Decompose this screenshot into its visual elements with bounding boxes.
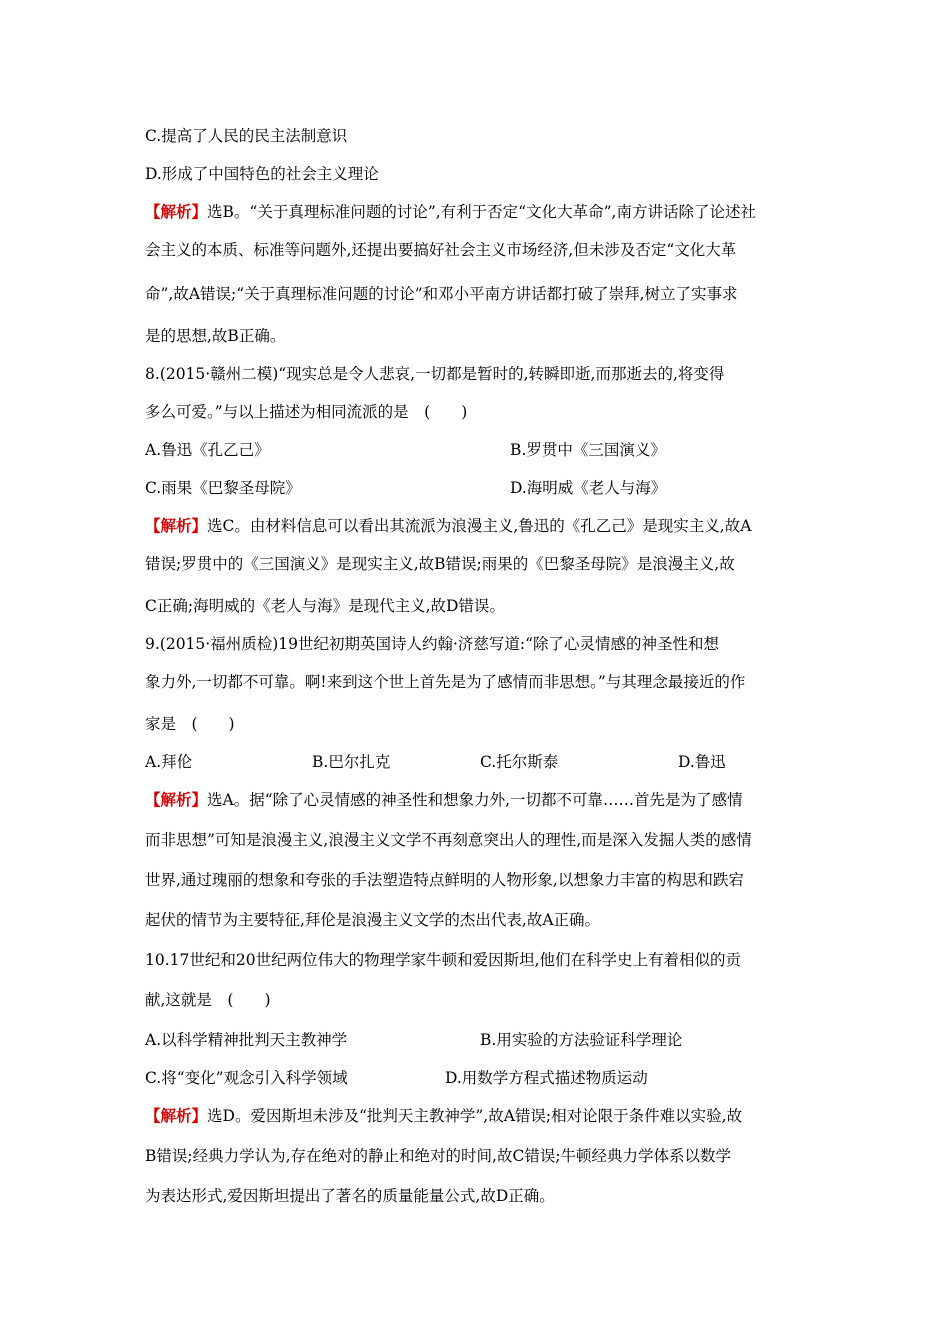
q10-option-d: D.用数学方程式描述物质运动 [445,1069,648,1087]
q7-analysis-line-3: 命”,故A错误;“关于真理标准问题的讨论”和邓小平南方讲话都打破了崇拜,树立了实事求 [145,285,738,303]
analysis-tag: 【解析】 [145,516,208,535]
q9-analysis-line-4: 起伏的情节为主要特征,拜伦是浪漫主义文学的杰出代表,故A正确。 [145,911,601,929]
q9-stem-line-3: 家是 ( ) [145,715,235,733]
q10-analysis-line-1 [145,1106,810,1126]
q10-option-a: A.以科学精神批判天主教神学 [145,1031,348,1049]
q9-option-c: C.托尔斯泰 [480,753,559,771]
q8-option-c: C.雨果《巴黎圣母院》 [145,479,301,497]
q7-analysis-text-1: 选B。“关于真理标准问题的讨论”,有利于否定“文化大革命”,南方讲话除了论述社 [207,203,756,221]
analysis-tag: 【解析】 [145,790,208,809]
q9-analysis-line-2: 而非思想”可知是浪漫主义,浪漫主义文学不再刻意突出人的理性,而是深入发掘人类的感情 [145,831,752,849]
q9-option-a: A.拜伦 [145,753,193,771]
q10-stem-line-2: 献,这就是 ( ) [145,991,271,1009]
q10-analysis-text-1: 选D。爱因斯坦未涉及“批判天主教神学”,故A错误;相对论限于条件难以实验,故 [207,1107,743,1125]
analysis-tag: 【解析】 [145,202,208,221]
q10-option-c: C.将“变化”观念引入科学领域 [145,1069,348,1087]
q9-option-d: D.鲁迅 [678,753,726,771]
analysis-tag: 【解析】 [145,1106,208,1125]
q9-analysis-line-1 [145,790,810,810]
q10-stem-line-1: 10.17世纪和20世纪两位伟大的物理学家牛顿和爱因斯坦,他们在科学史上有着相似的贡 [145,951,742,969]
q10-option-b: B.用实验的方法验证科学理论 [480,1031,683,1049]
q8-analysis-line-2: 错误;罗贯中的《三国演义》是现实主义,故B错误;雨果的《巴黎圣母院》是浪漫主义,故 [145,555,735,573]
q9-stem-line-1: 9.(2015·福州质检)19世纪初期英国诗人约翰·济慈写道:“除了心灵情感的神圣性和想 [145,635,720,653]
q7-option-c: C.提高了人民的民主法制意识 [145,127,348,145]
q7-analysis-line-4: 是的思想,故B正确。 [145,327,286,345]
q8-option-d: D.海明威《老人与海》 [510,479,667,497]
q8-option-a: A.鲁迅《孔乙己》 [145,441,270,459]
q8-option-b: B.罗贯中《三国演义》 [510,441,666,459]
q7-option-d: D.形成了中国特色的社会主义理论 [145,165,379,183]
q8-analysis-text-1: 选C。由材料信息可以看出其流派为浪漫主义,鲁迅的《孔乙己》是现实主义,故A [207,517,752,535]
q10-analysis-line-3: 为表达形式,爱因斯坦提出了著名的质量能量公式,故D正确。 [145,1187,555,1205]
q9-option-b: B.巴尔扎克 [312,753,391,771]
q8-stem-line-1: 8.(2015·赣州二模)“现实总是令人悲哀,一切都是暂时的,转瞬即逝,而那逝去的,将变得 [145,365,725,383]
q7-analysis-line-2: 会主义的本质、标准等问题外,还提出要搞好社会主义市场经济,但未涉及否定“文化大革 [145,241,737,259]
q10-analysis-line-2: B错误;经典力学认为,存在绝对的静止和绝对的时间,故C错误;牛顿经典力学体系以数学 [145,1147,732,1165]
q8-stem-line-2: 多么可爱。”与以上描述为相同流派的是 ( ) [145,403,468,421]
q9-analysis-line-3: 世界,通过瑰丽的想象和夸张的手法塑造特点鲜明的人物形象,以想象力丰富的构思和跌宕 [145,871,744,889]
q8-analysis-line-3: C正确;海明威的《老人与海》是现代主义,故D错误。 [145,597,505,615]
q9-stem-line-2: 象力外,一切都不可靠。啊!来到这个世上首先是为了感情而非思想。”与其理念最接近的作 [145,673,746,691]
q7-analysis-line-1 [145,202,810,222]
q9-analysis-text-1: 选A。据“除了心灵情感的神圣性和想象力外,一切都不可靠……首先是为了感情 [207,791,743,809]
q8-analysis-line-1 [145,516,810,536]
